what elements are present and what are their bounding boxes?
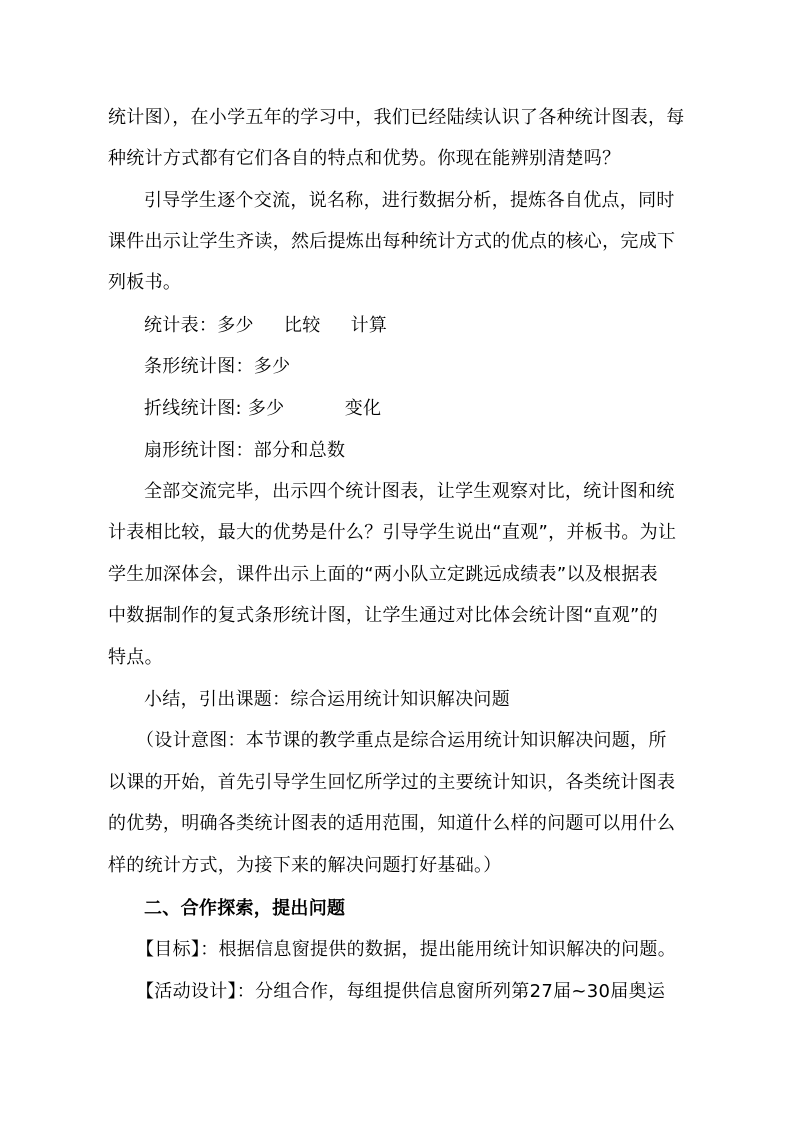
paragraph-line: 学生加深体会，课件出示上面的“两小队立定跳远成绩表”以及根据表 <box>108 564 658 585</box>
paragraph-line: 种统计方式都有它们各自的特点和优势。你现在能辨别清楚吗？ <box>108 148 621 169</box>
paragraph-line: 引导学生逐个交流，说名称，进行数据分析，提炼各自优点，同时 <box>144 190 675 211</box>
paragraph-line: 课件出示让学生齐读，然后提炼出每种统计方式的优点的核心，完成下 <box>108 231 676 252</box>
paragraph-line: 中数据制作的复式条形统计图，让学生通过对比体会统计图“直观”的 <box>108 605 658 626</box>
paragraph-line: （设计意图：本节课的教学重点是综合运用统计知识解决问题，所 <box>136 730 667 751</box>
paragraph-line: 【活动设计】：分组合作，每组提供信息窗所列第27届~30届奥运 <box>136 981 666 1002</box>
board-note-line: 统计表：多少 比较 计算 <box>144 315 388 336</box>
paragraph-line: 以课的开始，首先引导学生回忆所学过的主要统计知识，各类统计图表 <box>108 772 676 793</box>
paragraph-line: 计表相比较，最大的优势是什么？引导学生说出“直观”，并板书。为让 <box>108 522 677 543</box>
paragraph-line: 【目标】：根据信息窗提供的数据，提出能用统计知识解决的问题。 <box>136 939 676 960</box>
paragraph-line: 统计图），在小学五年的学习中，我们已经陆续认识了各种统计图表，每 <box>108 107 685 128</box>
paragraph-line: 特点。 <box>108 647 163 668</box>
paragraph-line: 小结，引出课题：综合运用统计知识解决问题 <box>144 689 510 710</box>
section-heading: 二、合作探索，提出问题 <box>144 898 346 919</box>
paragraph-line: 样的统计方式，为接下来的解决问题打好基础。） <box>108 855 502 876</box>
paragraph-line: 列板书。 <box>108 272 182 293</box>
paragraph-line: 的优势，明确各类统计图表的适用范围，知道什么样的问题可以用什么 <box>108 813 676 834</box>
board-note-line: 折线统计图: 多少 变化 <box>144 398 382 419</box>
board-note-line: 条形统计图：多少 <box>144 356 291 377</box>
paragraph-line: 全部交流完毕，出示四个统计图表，让学生观察对比，统计图和统 <box>144 481 675 502</box>
board-note-line: 扇形统计图：部分和总数 <box>144 440 346 461</box>
